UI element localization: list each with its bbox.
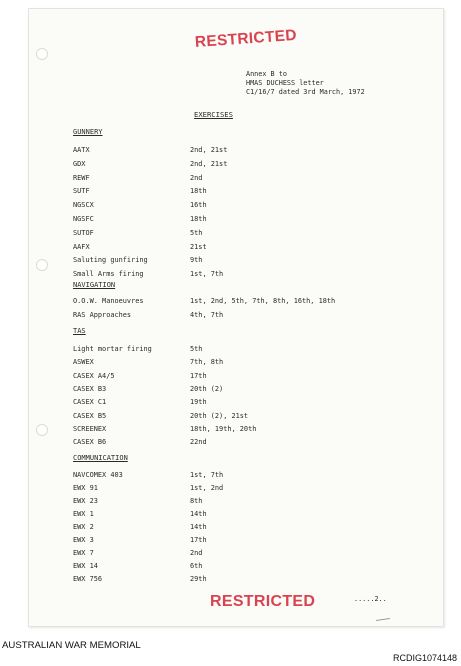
restricted-stamp-bottom: RESTRICTED — [210, 593, 316, 610]
section-heading: GUNNERY — [73, 128, 103, 136]
exercise-row — [73, 575, 393, 586]
exercise-dates: 21st — [190, 242, 207, 251]
annex-line: C1/16/7 dated 3rd March, 1972 — [246, 88, 365, 97]
section-heading: COMMUNICATION — [73, 454, 128, 462]
exercise-dates: 14th — [190, 523, 207, 531]
exercise-row — [73, 297, 393, 308]
exercise-name: CASEX A4/5 — [73, 371, 115, 380]
exercise-row — [73, 497, 393, 508]
exercise-name: ASWEX — [73, 358, 94, 367]
exercise-row — [73, 243, 393, 254]
exercise-row — [73, 425, 393, 436]
exercise-row — [73, 412, 393, 423]
exercise-dates: 2nd — [190, 173, 203, 182]
exercise-dates: 5th — [190, 228, 203, 237]
exercise-name: NAVCOMEX 403 — [73, 471, 123, 479]
exercise-name: AATX — [73, 146, 90, 154]
exercise-row — [73, 536, 393, 547]
exercise-dates: 4th, 7th — [190, 310, 224, 319]
exercise-row — [73, 358, 393, 369]
exercise-row — [73, 311, 393, 322]
exercise-row — [73, 484, 393, 495]
exercise-dates: 14th — [190, 510, 207, 518]
exercise-dates: 22nd — [190, 438, 207, 447]
exercise-dates: 5th — [190, 345, 203, 353]
exercise-name: GDX — [73, 159, 86, 168]
annex-reference — [246, 70, 365, 98]
exercise-dates: 1st, 2nd — [190, 484, 224, 492]
section-heading: NAVIGATION — [73, 281, 116, 289]
exercise-row — [73, 549, 393, 560]
exercise-row — [73, 438, 393, 449]
exercise-name: EWX 2 — [73, 523, 94, 531]
punch-hole — [36, 424, 48, 436]
exercise-dates: 20th (2) — [190, 384, 224, 393]
exercise-name: CASEX C1 — [73, 398, 107, 407]
exercise-row — [73, 510, 393, 521]
exercise-name: AAFX — [73, 242, 90, 251]
exercise-row — [73, 562, 393, 573]
exercise-row — [73, 215, 393, 226]
exercise-row — [73, 174, 393, 185]
exercise-dates: 19th — [190, 398, 207, 407]
exercise-dates: 1st, 7th — [190, 471, 224, 479]
exercise-row — [73, 187, 393, 198]
restricted-stamp-top: RESTRICTED — [194, 26, 298, 51]
section-heading: TAS — [73, 327, 86, 335]
exercise-name: REWF — [73, 173, 90, 182]
exercise-name: SCREENEX — [73, 424, 107, 433]
exercise-name: NGSCX — [73, 201, 94, 210]
exercise-name: EWX 91 — [73, 484, 98, 492]
exercise-dates: 17th — [190, 371, 207, 380]
punch-hole — [36, 259, 48, 271]
annex-line: Annex B to — [246, 70, 287, 78]
exercise-row — [73, 372, 393, 383]
exercise-row — [73, 256, 393, 267]
punch-hole — [36, 48, 48, 60]
exercise-name: EWX 7 — [73, 549, 94, 557]
exercise-name: CASEX B6 — [73, 438, 107, 447]
exercise-row — [73, 471, 393, 482]
exercise-name: RAS Approaches — [73, 310, 132, 319]
exercise-name: EWX 23 — [73, 497, 98, 505]
exercise-row — [73, 146, 393, 157]
annex-line: HMAS DUCHESS letter — [246, 79, 324, 88]
exercise-dates: 2nd, 21st — [190, 159, 228, 168]
exercise-row — [73, 523, 393, 534]
exercise-name: EWX 3 — [73, 536, 94, 544]
exercise-name: EWX 14 — [73, 562, 98, 570]
exercise-name: Saluting gunfiring — [73, 256, 148, 265]
exercise-row — [73, 345, 393, 356]
exercise-name: EWX 756 — [73, 575, 103, 583]
exercise-name: O.O.W. Manoeuvres — [73, 297, 144, 305]
exercise-name: Small Arms firing — [73, 270, 144, 279]
exercise-name: Light mortar firing — [73, 345, 152, 353]
exercise-name: CASEX B5 — [73, 411, 107, 420]
exercise-dates: 29th — [190, 575, 207, 583]
exercise-dates: 6th — [190, 562, 203, 570]
exercise-row — [73, 270, 393, 281]
exercise-dates: 18th — [190, 215, 207, 223]
exercise-dates: 16th — [190, 201, 207, 210]
archive-id: RCDIG1074148 — [392, 653, 457, 663]
continuation-note: .....2.. — [354, 595, 387, 603]
exercise-dates: 18th — [190, 187, 207, 196]
exercise-name: SUTOF — [73, 228, 94, 237]
exercise-row — [73, 201, 393, 212]
exercise-dates: 18th, 19th, 20th — [190, 424, 257, 433]
archive-credit: AUSTRALIAN WAR MEMORIAL — [2, 640, 141, 651]
exercise-row — [73, 385, 393, 396]
exercise-dates: 8th — [190, 497, 203, 505]
exercise-row — [73, 398, 393, 409]
exercise-name: CASEX B3 — [73, 384, 107, 393]
exercise-dates: 2nd, 21st — [190, 146, 228, 154]
exercise-dates: 9th — [190, 256, 203, 265]
exercise-dates: 7th, 8th — [190, 358, 224, 367]
exercise-name: EWX 1 — [73, 510, 94, 518]
exercise-row — [73, 229, 393, 240]
exercise-name: SUTF — [73, 187, 90, 196]
exercise-dates: 1st, 7th — [190, 270, 224, 279]
exercise-dates: 20th (2), 21st — [190, 411, 249, 420]
exercise-row — [73, 160, 393, 171]
document-title: EXERCISES — [194, 110, 233, 119]
exercise-dates: 2nd — [190, 549, 203, 557]
exercise-name: NGSFC — [73, 215, 94, 223]
exercise-dates: 17th — [190, 536, 207, 544]
exercise-dates: 1st, 2nd, 5th, 7th, 8th, 16th, 18th — [190, 297, 336, 305]
